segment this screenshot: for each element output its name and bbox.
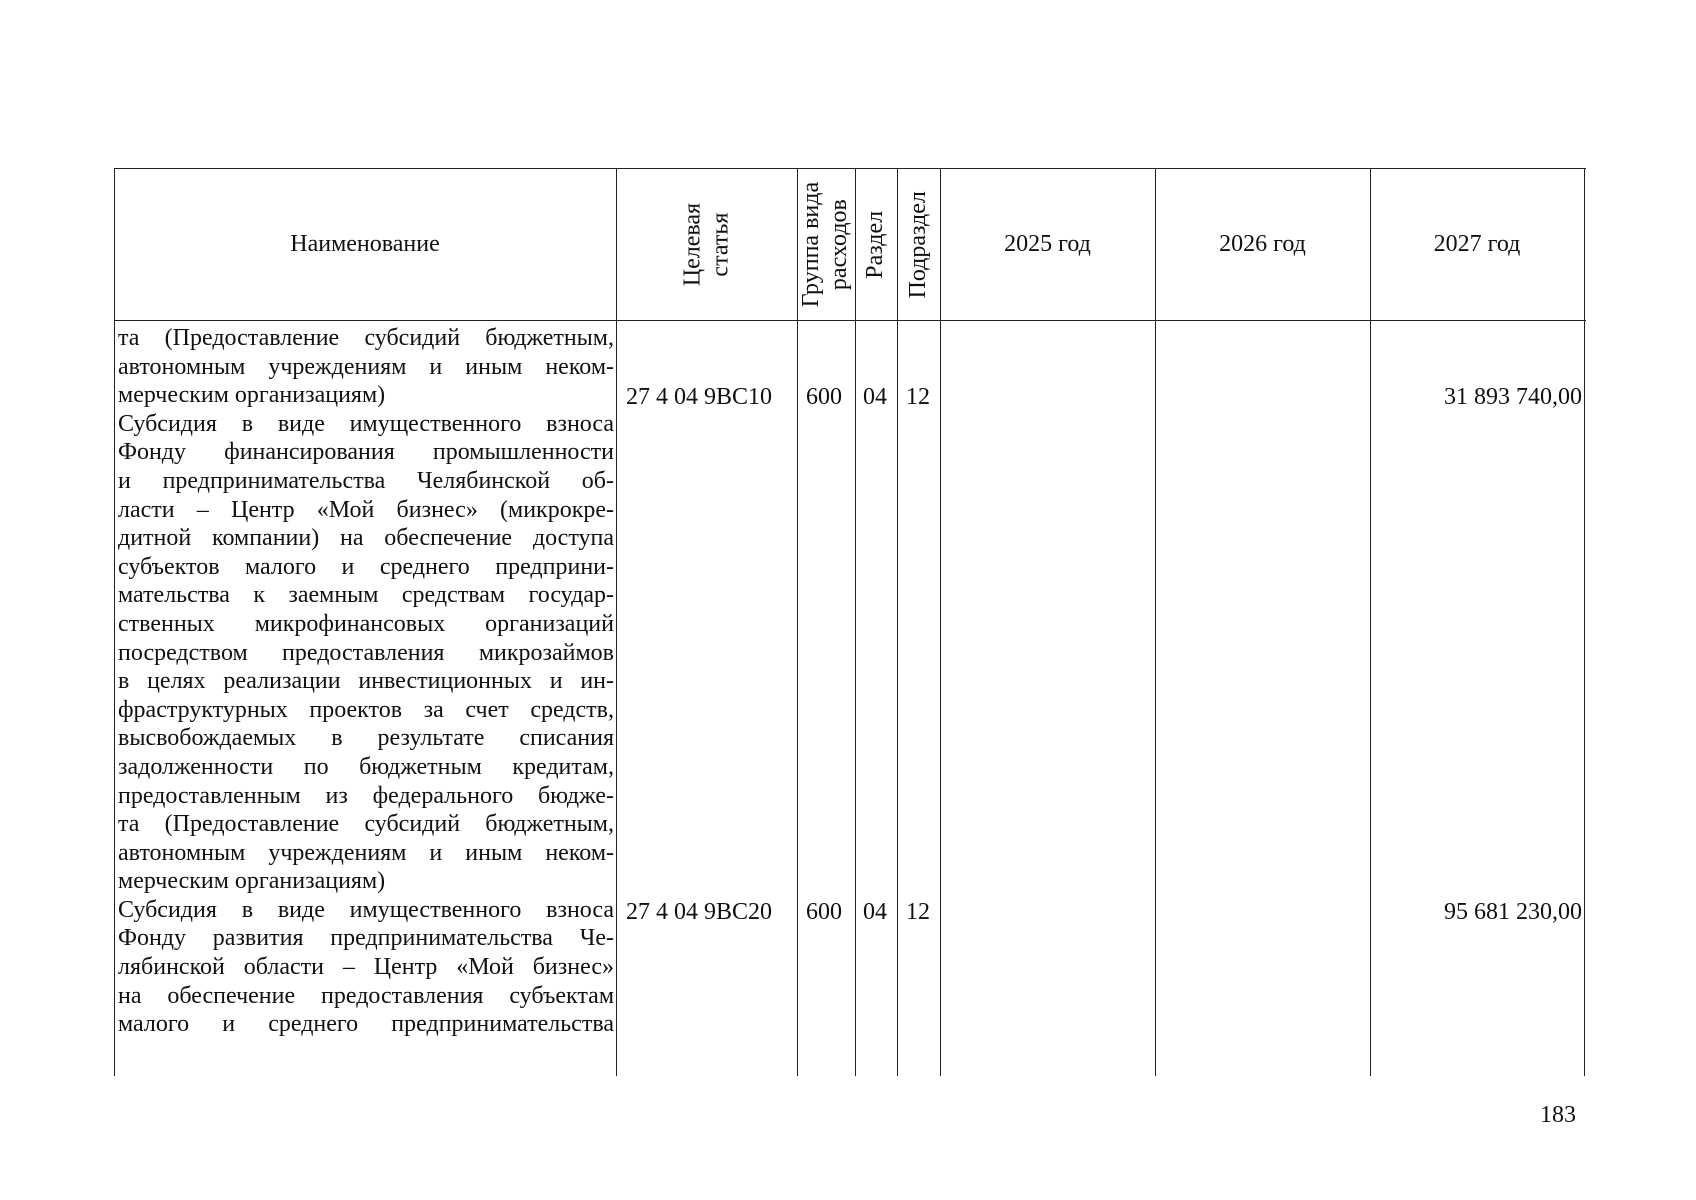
header-target-article [616,168,797,321]
row1-group: 600 [806,384,842,410]
header-expense-group-line2: расходов [826,199,852,290]
text-line: в целях реализации инвестиционных и ин- [118,668,614,695]
col-line-8 [1584,168,1585,1076]
text-line: дитной компании) на обеспечение доступа [118,525,614,552]
header-section-text: Раздел [862,210,889,279]
text-line: мательства к заемным средствам государ- [118,582,614,609]
text-line: мерческим организациям) [118,382,386,409]
header-target-article-text: Целевая статья [678,202,733,287]
header-name: Наименование [290,230,440,257]
text-line: фраструктурных проектов за счет средств, [118,696,614,723]
text-line: малого и среднего предпринимательства [118,1011,614,1038]
text-line: лябинской области – Центр «Мой бизнес» [118,954,614,981]
header-2026: 2026 год [1219,230,1306,257]
header-subsection-text: Подраздел [904,190,931,299]
text-line: автономным учреждениям и иным неком- [118,353,614,380]
text-line: автономным учреждениям и иным неком- [118,839,614,866]
page-number: 183 [1540,1102,1576,1128]
text-line: мерческим организациям) [118,868,386,895]
header-expense-group-line1: Группа вида [798,181,825,308]
text-line: та (Предоставление субсидий бюджетным, [118,811,614,838]
row2-2027: 95 681 230,00 [1444,899,1582,925]
row1-code: 27 4 04 9ВС10 [626,384,773,410]
budget-table [114,168,1586,1076]
row2-subsection: 12 [906,899,930,925]
text-line: предоставленным из федерального бюдже- [118,782,614,809]
row2-section: 04 [863,899,887,925]
text-line: задолженности по бюджетным кредитам, [118,753,614,780]
text-line: Субсидия в виде имущественного взноса [118,410,614,437]
header-expense-group [797,168,855,321]
text-line: на обеспечение предоставления субъектам [118,982,614,1009]
text-line: посредством предоставления микрозаймов [118,639,614,666]
row2-group: 600 [806,899,842,925]
header-2027: 2027 год [1433,230,1521,257]
header-section [855,168,897,321]
text-line: ласти – Центр «Мой бизнес» (микрокре- [118,496,614,523]
row1-section: 04 [863,384,887,410]
text-line: та (Предоставление субсидий бюджетным, [118,325,614,351]
row1-2027: 31 893 740,00 [1444,384,1582,410]
header-2025: 2025 год [1004,230,1091,257]
text-line: ственных микрофинансовых организаций [118,610,614,637]
name-column-text [118,324,614,1039]
row2-code: 27 4 04 9ВС20 [626,899,773,925]
row1-subsection: 12 [906,384,930,410]
text-line: высвобождаемых в результате списания [118,725,614,752]
text-line: Субсидия в виде имущественного взноса [118,896,614,923]
header-subsection [897,168,940,321]
text-line: и предпринимательства Челябинской об- [118,467,614,494]
text-line: Фонду развития предпринимательства Че- [118,925,614,952]
text-line: субъектов малого и среднего предприни- [118,553,614,580]
text-line: Фонду финансирования промышленности [118,439,614,466]
